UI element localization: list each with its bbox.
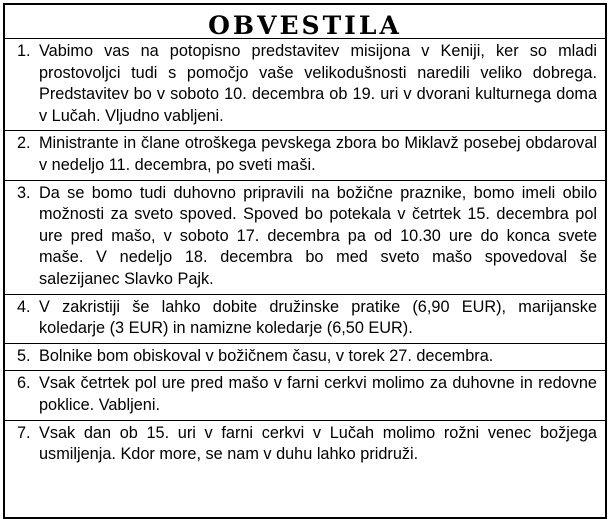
notice-item-7	[5, 421, 605, 469]
notice-item-text: Vabimo vas na potopisno predstavitev misijona v Keniji, ker so mladi prostovoljci tudi s pomočjo vaše velikodušnosti naredili veliko dobrega. Predstavitev bo v soboto 10. decembra ob 19. uri v dvorani kulturnega doma v Lučah. Vljudno vabljeni.	[39, 42, 597, 125]
notice-item-number: 5.	[17, 346, 31, 365]
notice-item-text: V zakristiji še lahko dobite družinske pratike (6,90 EUR), marijanske koledarje (3 EUR) in namizne koledarje (6,50 EUR).	[39, 297, 597, 338]
notice-item-4	[5, 295, 605, 344]
notice-item-2	[5, 131, 605, 180]
notice-item-6	[5, 371, 605, 420]
notice-list	[5, 39, 605, 469]
notice-item-text: Ministrante in člane otroškega pevskega zbora bo Miklavž posebej obdaroval v nedeljo 11. decembra, po sveti maši.	[39, 134, 597, 174]
notice-item-3	[5, 181, 605, 295]
notice-item-text: Vsak dan ob 15. uri v farni cerkvi v Lučah molimo rožni venec božjega usmiljenja. Kdor more, se nam v duhu lahko pridruži.	[39, 423, 597, 464]
notice-item-number: 7.	[17, 423, 31, 442]
notice-item-number: 3.	[17, 183, 31, 202]
notice-board	[3, 3, 607, 519]
notice-item-number: 6.	[17, 374, 31, 393]
notice-item-number: 1.	[17, 42, 31, 60]
notice-item-text: Vsak četrtek pol ure pred mašo v farni cerkvi molimo za duhovne in redovne poklice. Vabljeni.	[39, 374, 597, 414]
notice-item-5	[5, 344, 605, 372]
notice-item-number: 2.	[17, 134, 31, 153]
notice-item-text: Bolnike bom obiskoval v božičnem času, v torek 27. decembra.	[39, 346, 494, 365]
notice-title: OBVESTILA	[5, 5, 605, 39]
notice-item-number: 4.	[17, 297, 31, 316]
notice-item-text: Da se bomo tudi duhovno pripravili na božične praznike, bomo imeli obilo možnosti za sveto spoved. Spoved bo potekala v četrtek 15. decembra pol ure pred mašo, v soboto 17. decembra pa od 10.30 ure do konca svete maše. V nedeljo 18. decembra bo med sveto mašo spovedoval še salezijanec Slavko Pajk.	[39, 183, 597, 288]
notice-item-1	[5, 39, 605, 131]
